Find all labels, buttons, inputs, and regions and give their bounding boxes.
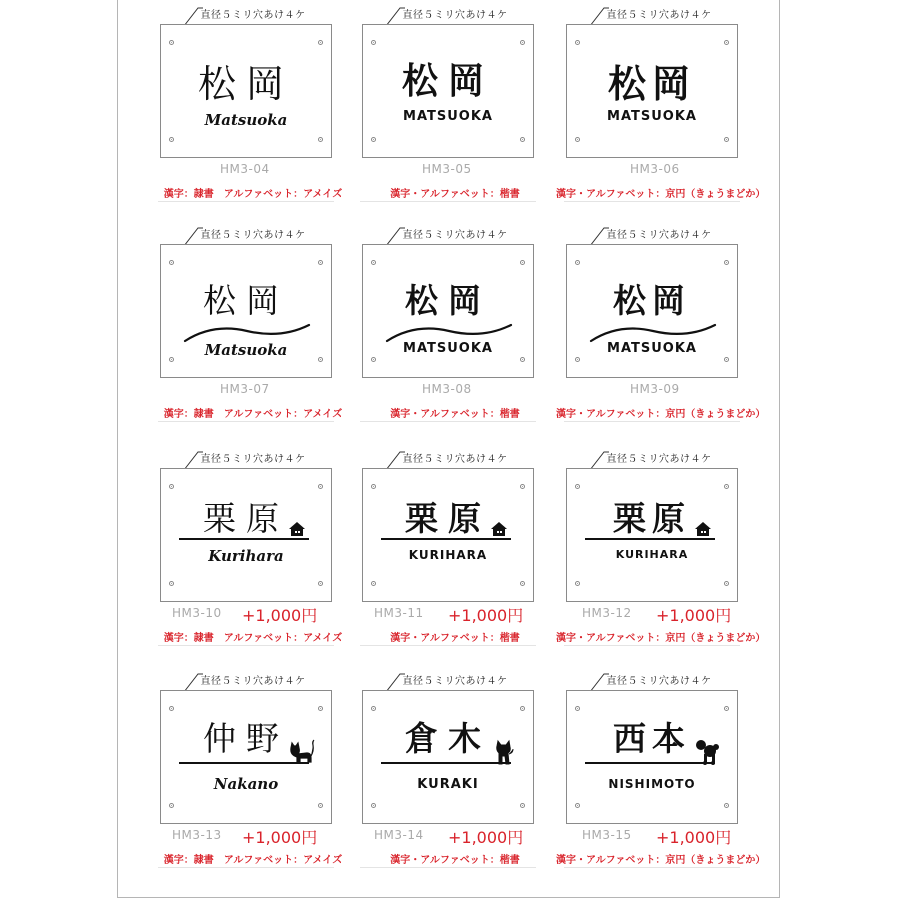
house-icon bbox=[490, 521, 508, 537]
nameplate-preview bbox=[160, 24, 332, 158]
kanji-name: 松岡 bbox=[607, 61, 696, 106]
underline-rule bbox=[381, 538, 511, 540]
font-note: 漢字：隷書 アルファベット：アメイズ bbox=[163, 409, 343, 420]
hole-note: 直径５ミリ穴あけ４ケ bbox=[402, 10, 508, 21]
roman-name: MATSUOKA bbox=[607, 109, 697, 124]
nameplate-preview bbox=[362, 468, 534, 602]
nameplate-card[interactable] bbox=[352, 220, 558, 425]
screw-hole-icon bbox=[371, 706, 376, 711]
screw-hole-icon bbox=[724, 706, 729, 711]
roman-name: KURAKI bbox=[417, 777, 479, 792]
screw-hole-icon bbox=[371, 137, 376, 142]
divider bbox=[360, 867, 536, 868]
price-addon: +1,000円 bbox=[242, 606, 318, 625]
price-addon: +1,000円 bbox=[656, 828, 732, 847]
screw-hole-icon bbox=[169, 484, 174, 489]
screw-hole-icon bbox=[724, 40, 729, 45]
font-note: 漢字・アルファベット：京円（きょうまどか） bbox=[556, 189, 766, 200]
hole-note: 直径５ミリ穴あけ４ケ bbox=[402, 230, 508, 241]
model-code: HM3-11 bbox=[374, 606, 424, 620]
underline-rule bbox=[179, 538, 309, 540]
screw-hole-icon bbox=[520, 803, 525, 808]
screw-hole-icon bbox=[169, 803, 174, 808]
screw-hole-icon bbox=[169, 40, 174, 45]
model-code: HM3-06 bbox=[630, 162, 680, 176]
divider bbox=[158, 201, 334, 202]
nameplate-card[interactable] bbox=[556, 220, 766, 425]
kanji-name: 松岡 bbox=[203, 281, 289, 320]
price-addon: +1,000円 bbox=[242, 828, 318, 847]
screw-hole-icon bbox=[724, 484, 729, 489]
hole-note: 直径５ミリ穴あけ４ケ bbox=[606, 230, 712, 241]
nameplate-card[interactable] bbox=[556, 666, 766, 871]
nameplate-preview bbox=[566, 244, 738, 378]
screw-hole-icon bbox=[520, 484, 525, 489]
nameplate-card[interactable] bbox=[150, 0, 356, 205]
screw-hole-icon bbox=[520, 40, 525, 45]
kanji-name: 栗原 bbox=[203, 499, 289, 538]
kanji-name: 倉木 bbox=[405, 719, 491, 758]
hole-note: 直径５ミリ穴あけ４ケ bbox=[402, 676, 508, 687]
font-note: 漢字・アルファベット：楷書 bbox=[390, 855, 520, 866]
hole-note: 直径５ミリ穴あけ４ケ bbox=[606, 10, 712, 21]
font-note: 漢字：隷書 アルファベット：アメイズ bbox=[163, 633, 343, 644]
screw-hole-icon bbox=[724, 803, 729, 808]
nameplate-preview bbox=[566, 690, 738, 824]
screw-hole-icon bbox=[575, 137, 580, 142]
nameplate-card[interactable] bbox=[556, 444, 766, 649]
screw-hole-icon bbox=[724, 581, 729, 586]
screw-hole-icon bbox=[724, 137, 729, 142]
model-code: HM3-15 bbox=[582, 828, 632, 842]
roman-name: Matsuoka bbox=[204, 341, 288, 359]
hole-note: 直径５ミリ穴あけ４ケ bbox=[200, 676, 306, 687]
font-note: 漢字・アルファベット：楷書 bbox=[390, 633, 520, 644]
kanji-name: 松岡 bbox=[613, 281, 691, 320]
screw-hole-icon bbox=[371, 260, 376, 265]
screw-hole-icon bbox=[575, 581, 580, 586]
divider bbox=[564, 201, 740, 202]
nameplate-card[interactable] bbox=[352, 0, 558, 205]
price-addon: +1,000円 bbox=[448, 606, 524, 625]
model-code: HM3-13 bbox=[172, 828, 222, 842]
roman-name: MATSUOKA bbox=[607, 341, 697, 356]
screw-hole-icon bbox=[575, 40, 580, 45]
model-code: HM3-09 bbox=[630, 382, 680, 396]
screw-hole-icon bbox=[169, 260, 174, 265]
divider bbox=[158, 645, 334, 646]
model-code: HM3-07 bbox=[220, 382, 270, 396]
screw-hole-icon bbox=[371, 581, 376, 586]
screw-hole-icon bbox=[318, 484, 323, 489]
screw-hole-icon bbox=[371, 484, 376, 489]
nameplate-preview bbox=[362, 244, 534, 378]
screw-hole-icon bbox=[575, 260, 580, 265]
divider bbox=[564, 867, 740, 868]
divider bbox=[158, 867, 334, 868]
roman-name: Kurihara bbox=[208, 547, 284, 565]
screw-hole-icon bbox=[520, 260, 525, 265]
divider bbox=[564, 645, 740, 646]
font-note: 漢字：隷書 アルファベット：アメイズ bbox=[163, 189, 343, 200]
hole-note: 直径５ミリ穴あけ４ケ bbox=[402, 454, 508, 465]
screw-hole-icon bbox=[318, 706, 323, 711]
price-addon: +1,000円 bbox=[448, 828, 524, 847]
divider bbox=[360, 421, 536, 422]
hole-note: 直径５ミリ穴あけ４ケ bbox=[606, 454, 712, 465]
roman-name: Matsuoka bbox=[204, 111, 288, 129]
roman-name: NISHIMOTO bbox=[608, 777, 696, 791]
font-note: 漢字・アルファベット：楷書 bbox=[390, 189, 520, 200]
roman-name: MATSUOKA bbox=[403, 341, 493, 356]
nameplate-preview bbox=[362, 24, 534, 158]
model-code: HM3-12 bbox=[582, 606, 632, 620]
nameplate-preview bbox=[566, 24, 738, 158]
underline-rule bbox=[585, 762, 715, 764]
house-icon bbox=[288, 521, 306, 537]
divider bbox=[360, 201, 536, 202]
screw-hole-icon bbox=[169, 706, 174, 711]
screw-hole-icon bbox=[724, 260, 729, 265]
kanji-name: 栗原 bbox=[405, 499, 491, 538]
nameplate-preview bbox=[160, 244, 332, 378]
screw-hole-icon bbox=[169, 137, 174, 142]
model-code: HM3-05 bbox=[422, 162, 472, 176]
roman-name: Nakano bbox=[213, 775, 279, 793]
screw-hole-icon bbox=[575, 803, 580, 808]
nameplate-card[interactable] bbox=[352, 666, 558, 871]
screw-hole-icon bbox=[318, 40, 323, 45]
screw-hole-icon bbox=[371, 803, 376, 808]
screw-hole-icon bbox=[724, 357, 729, 362]
font-note: 漢字・アルファベット：京円（きょうまどか） bbox=[556, 855, 766, 866]
underline-rule bbox=[179, 762, 309, 764]
divider bbox=[360, 645, 536, 646]
roman-name: KURIHARA bbox=[615, 548, 689, 561]
roman-name: KURIHARA bbox=[408, 548, 488, 562]
hole-note: 直径５ミリ穴あけ４ケ bbox=[606, 676, 712, 687]
screw-hole-icon bbox=[169, 581, 174, 586]
kanji-name: 西本 bbox=[613, 719, 691, 758]
divider bbox=[564, 421, 740, 422]
kanji-name: 松岡 bbox=[197, 62, 294, 106]
screw-hole-icon bbox=[371, 40, 376, 45]
screw-hole-icon bbox=[318, 260, 323, 265]
screw-hole-icon bbox=[371, 357, 376, 362]
nameplate-card[interactable] bbox=[352, 444, 558, 649]
kanji-name: 栗原 bbox=[613, 499, 691, 538]
model-code: HM3-14 bbox=[374, 828, 424, 842]
screw-hole-icon bbox=[318, 581, 323, 586]
model-code: HM3-04 bbox=[220, 162, 270, 176]
screw-hole-icon bbox=[318, 803, 323, 808]
font-note: 漢字・アルファベット：京円（きょうまどか） bbox=[556, 633, 766, 644]
nameplate-preview bbox=[566, 468, 738, 602]
roman-name: MATSUOKA bbox=[403, 109, 493, 124]
screw-hole-icon bbox=[575, 357, 580, 362]
hole-note: 直径５ミリ穴あけ４ケ bbox=[200, 10, 306, 21]
hole-note: 直径５ミリ穴あけ４ケ bbox=[200, 230, 306, 241]
house-icon bbox=[694, 521, 712, 537]
nameplate-card[interactable] bbox=[556, 0, 766, 205]
font-note: 漢字・アルファベット：京円（きょうまどか） bbox=[556, 409, 766, 420]
kanji-name: 松岡 bbox=[405, 281, 491, 320]
screw-hole-icon bbox=[520, 357, 525, 362]
model-code: HM3-10 bbox=[172, 606, 222, 620]
underline-rule bbox=[381, 762, 511, 764]
hole-note: 直径５ミリ穴あけ４ケ bbox=[200, 454, 306, 465]
font-note: 漢字：隷書 アルファベット：アメイズ bbox=[163, 855, 343, 866]
cat-silhouette-icon bbox=[287, 739, 315, 763]
kanji-name: 仲野 bbox=[203, 719, 289, 758]
screw-hole-icon bbox=[520, 137, 525, 142]
nameplate-card[interactable] bbox=[150, 220, 356, 425]
screw-hole-icon bbox=[520, 581, 525, 586]
nameplate-card[interactable] bbox=[150, 444, 356, 649]
underline-rule bbox=[585, 538, 715, 540]
screw-hole-icon bbox=[520, 706, 525, 711]
price-addon: +1,000円 bbox=[656, 606, 732, 625]
screw-hole-icon bbox=[575, 706, 580, 711]
kanji-name: 松岡 bbox=[401, 60, 494, 102]
font-note: 漢字・アルファベット：楷書 bbox=[390, 409, 520, 420]
divider bbox=[158, 421, 334, 422]
nameplate-preview bbox=[362, 690, 534, 824]
nameplate-preview bbox=[160, 468, 332, 602]
model-code: HM3-08 bbox=[422, 382, 472, 396]
nameplate-preview bbox=[160, 690, 332, 824]
screw-hole-icon bbox=[575, 484, 580, 489]
screw-hole-icon bbox=[318, 137, 323, 142]
nameplate-card[interactable] bbox=[150, 666, 356, 871]
